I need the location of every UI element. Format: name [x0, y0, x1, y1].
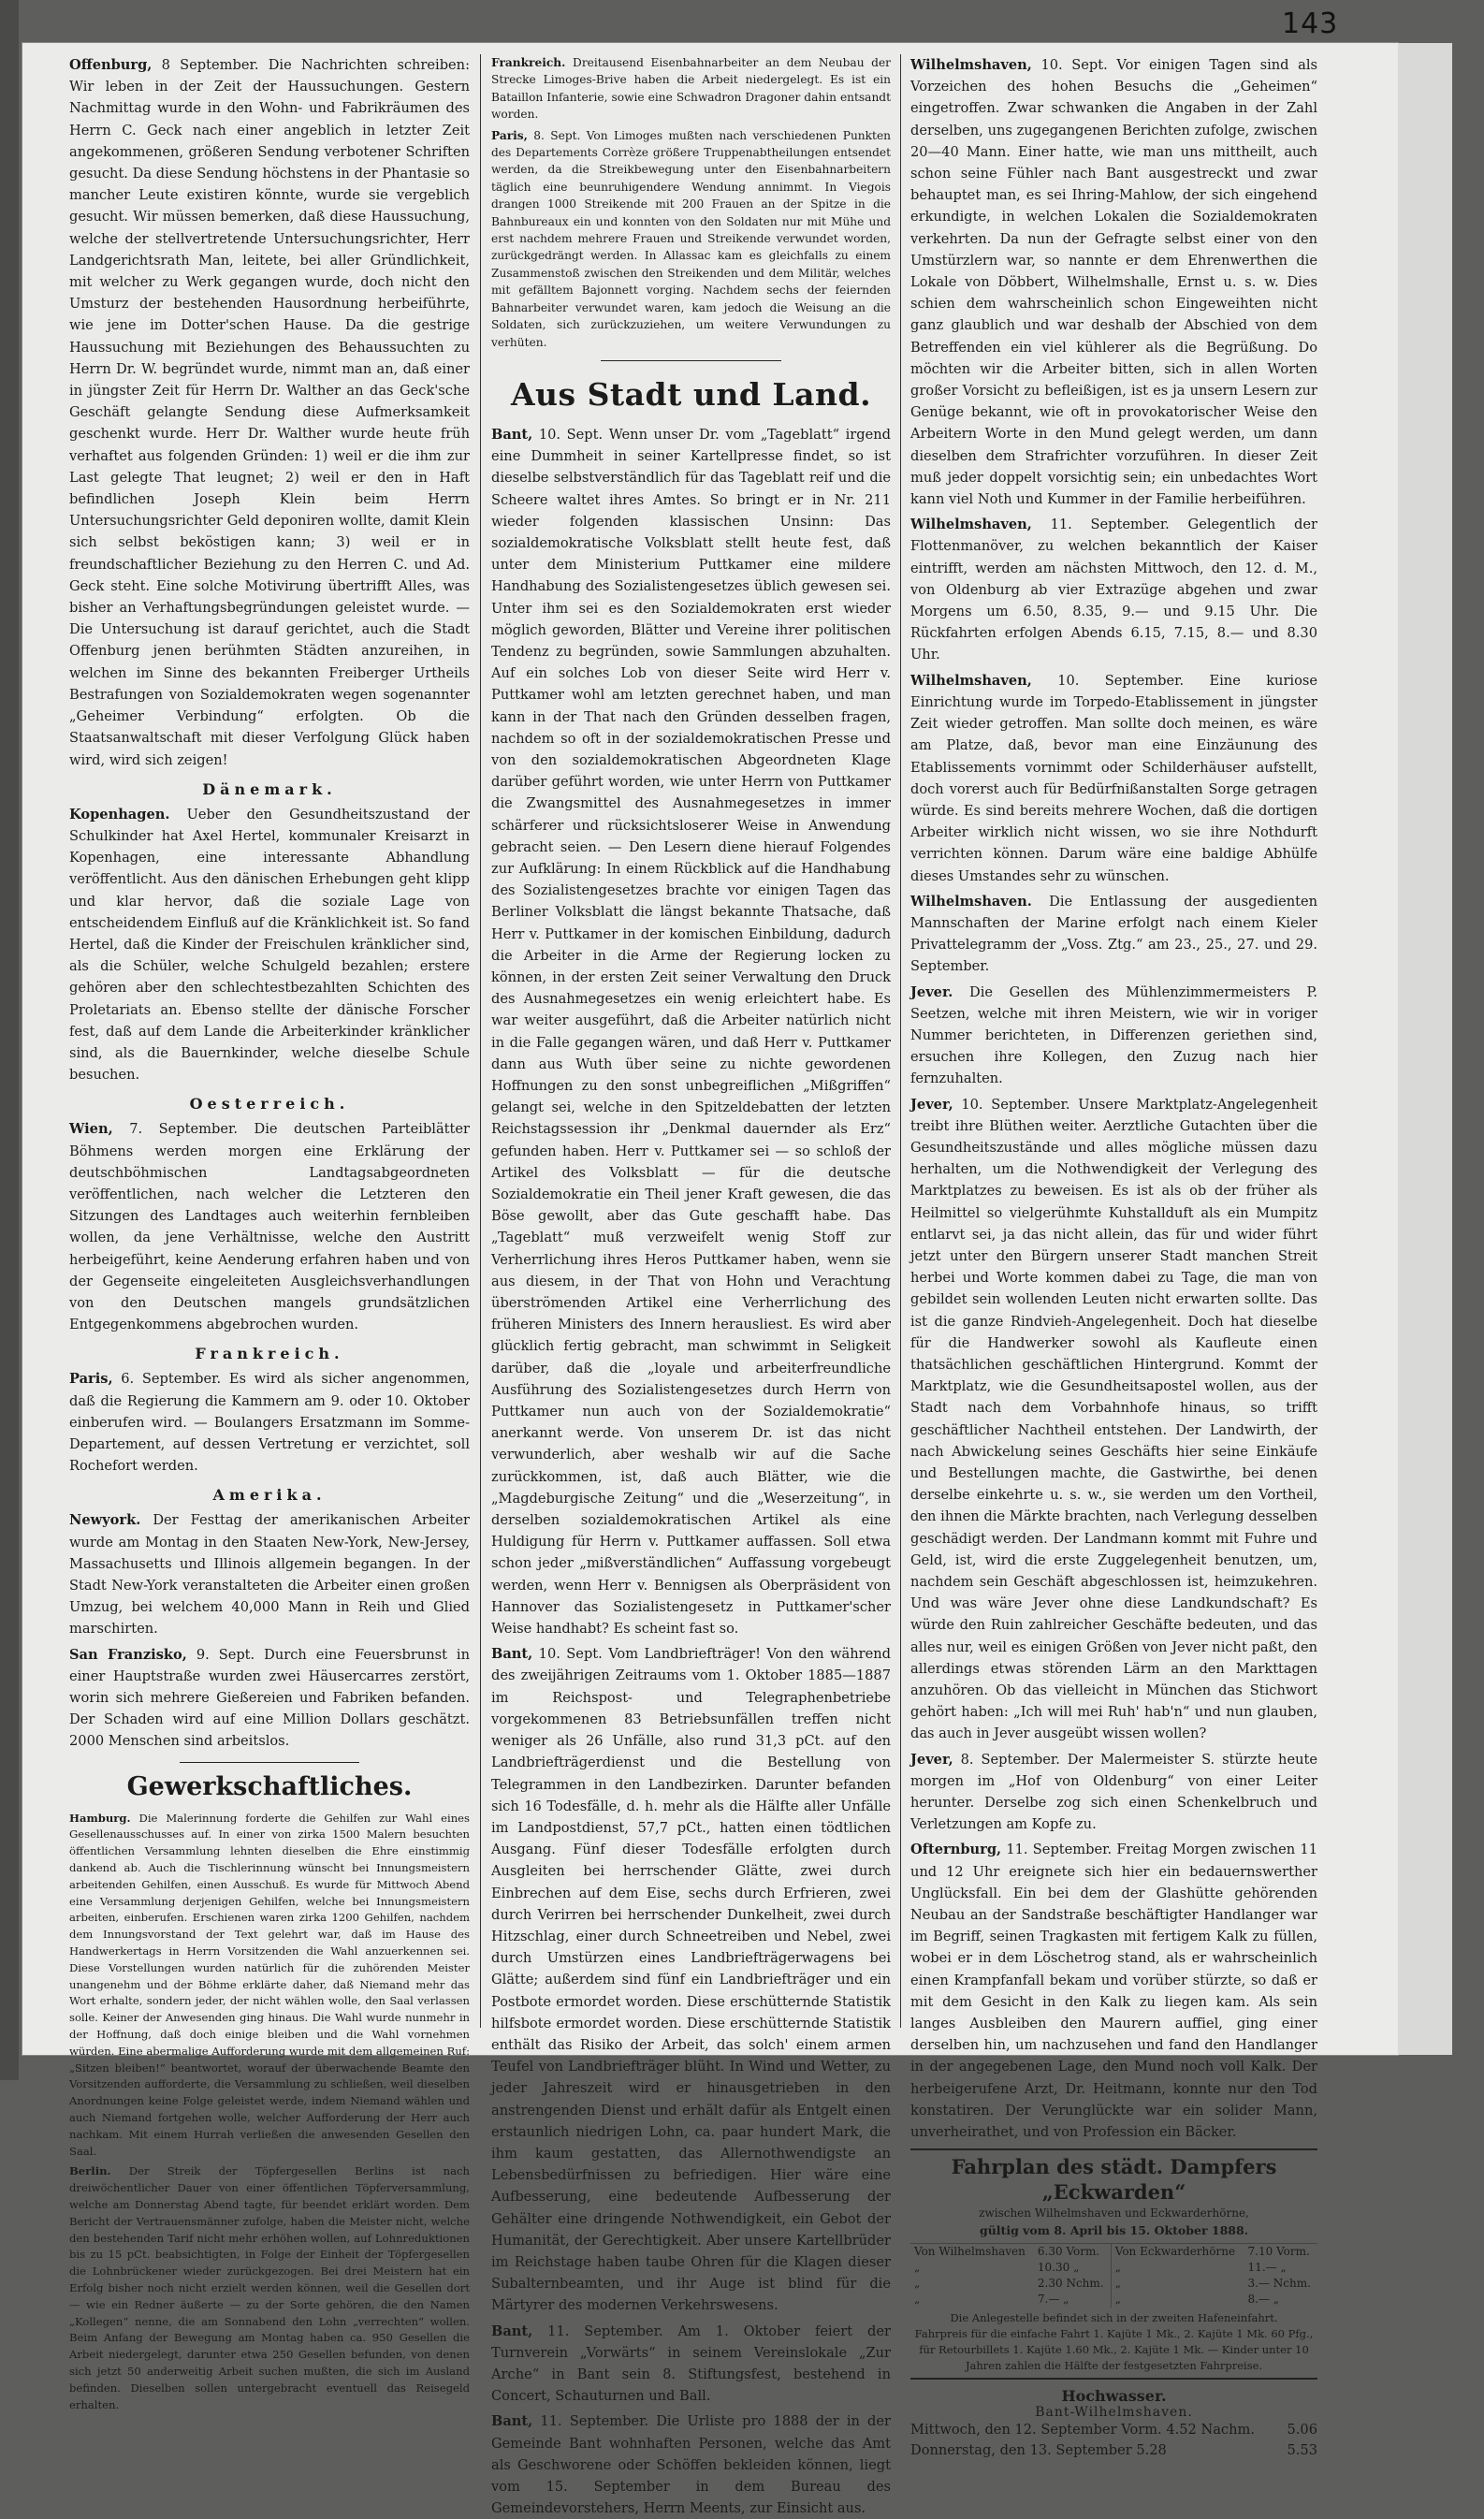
dateline: Berlin. — [69, 2164, 111, 2178]
article-bant-turnverein — [491, 2321, 891, 2408]
dateline: Bant, — [491, 1646, 533, 1663]
article-text: 11. September. Gelegentlich der Flottenmanöver, zu welchen bekanntlich der Kaiser eintrifft, werden am nächsten Mittwoch, den 12. d. M., von Oldenburg ab vier Extrazüge abgehen und zwar Morgens um 6.50, 8.35, 9.— und 9.15 Uhr. Die Rückfahrten erfolgen Abends 6.15, 7.15, 8.— und 8.30 Uhr. — [910, 517, 1317, 663]
column-1 — [69, 54, 471, 2411]
article-text: 9. Sept. Durch eine Feuersbrunst in einer Hauptstraße wurden zwei Häusercarres zerstört, worin sich mehrere Gießereien und Fabriken befanden. Der Schaden wird auf eine Million Dollars geschätzt. 2000 Menschen sind arbeitslos. — [69, 1646, 470, 1750]
article-text: Der Festtag der amerikanischen Arbeiter wurde am Montag in den Staaten New-York, New-Jersey, Massachusetts und Illinois allgemein begangen. In der Stadt New-York veranstalteten die Arbeiter einen großen Umzug, bei welchem 40,000 Mann in Reih und Glied marschirten. — [69, 1512, 471, 1638]
article-text: 7. September. Die deutschen Parteiblätter Böhmens werden morgen eine Erklärung der deutschböhmischen Landtagsabgeordneten veröffentlichen, nach welcher die Letzteren den Sitzungen des Landtages auch weiterhin fernbleiben wollen, da jene Verhältnisse, welche den Austritt herbeigeführt, keine Aenderung erfahren haben und von der Gegenseite eingeleiteten Ausgleichsverhandlungen von den Deutschen mangels grundsätzlichen Entgegenkommens abgebrochen wurden. — [69, 1121, 470, 1333]
article-text: 10. Sept. Vor einigen Tagen sind als Vorzeichen des hohen Besuchs die „Geheimen“ eingetroffen. Zwar schwanken die Angaben in der Zahl derselben, uns zugegangenen Berichten zufolge, zwischen 20—40 Mann. Einer hatte, wie man uns mittheilt, auch schon seine Fühler nach Bant ausgestreckt und zwar behauptet man, es sei Ihring-Mahlow, der sich eingehend erkundigte, in welchen Lokalen die Sozialdemokraten verkehrten. Da nun der Gefragte selbst einer von den Umstürzlern war, so nannte er dem Ehrenwerthen die Lokale von Döbbert, Wilhelmshalle, Ernst u. s. w. Dies schien dem wahrscheinlich schon Eingeweihten nicht ganz glaublich und war deshalb der Abschied von dem Betreffenden ein viel kühlerer als die Begrüßung. Do möchten wir die Arbeiter bitten, sich in allen Worten großer Vorsicht zu befleißigen, ist es ja unsern Lesern zur Genüge bekannt, wie oft in provokatorischer Weise den Arbeitern Worte in den Mund gelegt werden, um dann dieselben dem Strafrichter vorzuführen. In dieser Zeit muß jeder doppelt vorsichtig sein; ein unbedachtes Wort kann viel Noth und Kummer in der Familie herbeiführen. — [910, 57, 1317, 508]
hochwasser-day: Donnerstag, den 13. September 5.28 — [910, 2442, 1167, 2459]
article-text: 10. September. Unsere Marktplatz-Angelegenheit treibt ihre Blüthen weiter. Aerztliche Gutachten über die Gesundheitszustände und alles mögliche müssen dazu herhalten, um die Nothwendigkeit der Verlegung des Marktplatzes zu beweisen. Es ist als ob der früher als Heilmittel so vielgerühmte Kuhstallduft als ein Mumpitz entlarvt sei, ja das nicht allein, das für und wider führt jetzt unter den Bürgern unserer Stadt manchen Streit herbei und Worte kommen dabei zu Tage, die man von gebildet sein wollenden Leuten nicht erwarten sollte. Das ist die ganze Rindvieh-Angelegenheit. Doch hat dieselbe für die Handwerker sowohl als Kaufleute einen thatsächlichen geschäftlichen Hintergrund. Kommt der Marktplatz, wie die Gesundheitsapostel wollen, aus der Stadt nach dem Vorbahnhofe hinaus, so trifft geschäftlicher Nachtheil entstehen. Der Landwirth, der nach Abwickelung seines Geschäfts hier seine Einkäufe und Bestellungen machte, die Gastwirthe, bei denen derselbe einkehrte u. s. w., sie werden um den Vortheil, den ihnen die Märkte brachten, nach Verlegung desselben geschädigt werden. Der Landmann kommt mit Fuhre und Geld, ist, wird die erste Zuggelegenheit benutzen, um, nachdem sein Geschäft abgeschlossen ist, heimzukehren. Und was wäre Jever ohne diese Landkundschaft? Es würde den Ruin zahlreicher Geschäfte bedeuten, und das alles nur, weil es einigen Größen von Jever nicht paßt, den allerdings etwas störenden Lärm an den Markttagen anzuhören. Ob das vielleicht in München das Stichwort gehört haben: „Ich will mei Ruh' hab'n“ und nun glauben, das auch in Jever ausgeübt wissen wollen? — [910, 1096, 1317, 1742]
table-cell: 6.30 Vorm. — [1034, 2244, 1111, 2261]
article-text: 10. Sept. Wenn unser Dr. vom „Tageblatt“ irgend eine Dummheit in seiner Kartellpresse findet, so ist dieselbe selbstverständlich für das Tageblatt reif und die Scheere waltet ihres Amtes. So bringt er in Nr. 211 wieder folgenden klassischen Unsinn: Das sozialdemokratische Volksblatt stellt heute fest, daß unter dem Ministerium Puttkamer eine mildere Handhabung des Sozialistengesetzes üblich gewesen sei. Unter ihm sei es den Sozialdemokraten erst wieder möglich geworden, Blätter und Vereine ihrer politischen Tendenz zu begründen, sowie Sammlungen abzuhalten. Auf ein solches Lob von dieser Seite wird Herr v. Puttkamer wohl am letzten gerechnet haben, und man kann in der That nach den Gründen desselben fragen, nachdem so oft in der sozialdemokratischen Presse und von den sozialdemokratischen Abgeordneten Klage darüber geführt worden, wie unter Herrn von Puttkamer die Zwangsmittel des Ausnahmegesetzes in immer schärferer und rücksichtsloserer Weise in Anwendung gebracht seien. — Den Lesern diene hierauf Folgendes zur Aufklärung: In einem Rückblick auf die Handhabung des Sozialistengesetzes brachte vor einigen Tagen das Berliner Volksblatt die längst bekannte Thatsache, daß Herr v. Puttkamer in der komischen Einbildung, dadurch die Arbeiter in die Arme der Regierung locken zu können, in der ersten Zeit seiner Verwaltung den Druck des Ausnahmegesetzes ein wenig erleichtert habe. Es war weiter ausgeführt, daß die Arbeiter natürlich nicht in die Falle gegangen wären, und daß Herr v. Puttkamer dann aus Wuth über seine zu nichte gewordenen Hoffnungen zu den sonst unbegreiflichen „Mißgriffen“ gelangt sei, welche in den Spitzeldebatten der letzten Reichstagssession ihr „Denkmal dauernder als Erz“ gefunden haben. Herr v. Puttkamer sei — so schloß der Artikel des Volksblatt — für die deutsche Sozialdemokratie ein Theil jener Kraft gewesen, die das Böse gewollt, aber das Gute geschafft habe. Das „Tageblatt“ muß verzweifelt wenig Stoff zur Verherrlichung ihres Heros Puttkamer haben, wenn sie aus diesem, in der That von Hohn und Verachtung überströmenden Artikel eine Verherrlichung des früheren Ministers des Innern herausliest. Es wird aber glücklich fertig gebracht, man schwimmt in Seligkeit darüber, daß die „loyale und arbeiterfreundliche Ausführung des Sozialistengesetzes durch Herrn von Puttkamer nun auch von der Sozialdemokratie“ anerkannt werde. Von unserem Dr. ist das nicht verwunderlich, aber weshalb wir auf die Sache zurückkommen, ist, daß auch Blätter, wie die „Magdeburgische Zeitung“ und die „Weserzeitung“, in derselben sozialdemokratischen Artikel als eine Huldigung für Herrn v. Puttkamer auffassen. Soll etwa schon jeder „mißverständlichen“ Auffassung vorgebeugt werden, wenn Herr v. Bennigsen als Oberpräsident von Hannover das Sozialistengesetz in Puttkamer'scher Weise handhabt? Es scheint fast so. — [491, 426, 891, 1638]
article-text: Ueber den Gesundheitszustand der Schulkinder hat Axel Hertel, kommunaler Kreisarzt in Kopenhagen, eine interessante Abhandlung veröffentlicht. Aus den dänischen Erhebungen geht klipp und klar hervor, daß die soziale Lage von entscheidendem Einfluß auf die Kränklichkeit ist. So fand Hertel, daß die Kinder der Freischulen kränklicher sind, als die Schüler, welche Schulgeld bezahlen; erstere gehören aber den schlechtestbezahlten Schichten des Proletariats an. Ebenso stellte der dänische Forscher fest, daß auf dem Lande die Arbeiterkinder kränklicher sind, als die Bauernkinder, welche dieselbe Schule besuchen. — [69, 806, 470, 1084]
table-row — [910, 2244, 1317, 2261]
article-bant-landbrieftraeger — [491, 1643, 891, 2316]
article-hamburg — [69, 1811, 470, 2161]
dateline: Paris, — [491, 128, 528, 142]
article-text: Die Gesellen des Mühlenzimmermeisters P. Seetzen, welche mit ihren Meistern, wie wir in voriger Nummer berichteten, in Differenzen geriethen sind, ersuchen ihre Kollegen, den Zuzug nach hier fernzuhalten. — [910, 983, 1318, 1087]
table-row — [910, 2260, 1317, 2276]
hochwasser-row — [910, 2420, 1317, 2440]
table-cell: „ — [914, 2261, 921, 2275]
timetable-note-landing: Die Anlegestelle befindet sich in der zweiten Hafeneinfahrt. — [950, 2311, 1278, 2325]
article-frankreich-streik — [491, 54, 891, 124]
hochwasser-row — [910, 2440, 1317, 2461]
dateline: Jever, — [910, 1751, 953, 1768]
table-cell: 8.— „ — [1247, 2293, 1280, 2307]
article-osternburg — [910, 1839, 1317, 2143]
article-text: Die Malerinnung forderte die Gehilfen zur Wahl eines Gesellenausschusses auf. In einer von zirka 1500 Malern besuchten öffentlichen Versammlung lehnten dieselben die Ehre einstimmig dankend ab. Auch die Tischlerinnung wünscht bei Innungsmeistern arbeitenden Gehilfen, einen Ausschuß. Es wurde für Mittwoch Abend eine Versammlung derjenigen Gehilfen, welche bei Innungsmeistern arbeiten, einberufen. Erschienen waren zirka 1200 Gehilfen, nachdem dem Innungsvorstand der Text gelehrt war, daß im Hause des Handwerkertags in Herrn Vorsitzenden die Wahl anzuerkennen sei. Diese Vorstellungen wurden natürlich für die zuhörenden Meister unangenehm und der Böhme erklärte daher, daß Niemand mehr das Wort erhalte, sondern jeder, der nicht wählen wolle, den Saal verlassen solle. Keiner der Anwesenden ging hinaus. Die Wahl wurde nunmehr in der Hoffnung, daß doch einige bleiben und die Wahl vornehmen würden. Eine abermalige Aufforderung wurde mit dem allgemeinen Ruf: „Sitzen bleiben!“ beantwortet, worauf der überwachende Beamte den Vorsitzenden aufforderte, die Versammlung zu schließen, weil dieselben Anordnungen keine Folge geleistet werde, indem Niemand wählen und auch Niemand fortgehen wolle, welcher Aufforderung der Herr auch nachkam. Mit einem Hurrah verließen die anwesenden Gesellen den Saal. — [69, 1811, 470, 2158]
article-wien — [69, 1118, 470, 1335]
hochwasser-time: 5.53 — [1287, 2442, 1317, 2459]
dateline: Ofternburg, — [910, 1842, 1002, 1858]
table-cell: 7.— „ — [1037, 2293, 1069, 2307]
column-3 — [910, 54, 1318, 2459]
article-text: 11. September. Am 1. Oktober feiert der Turnverein „Vorwärts“ in seinem Vereinslokale „Zur Arche“ in Bant sein 8. Stiftungsfest, bestehend in Concert, Schauturnen und Ball. — [491, 2322, 892, 2405]
hochwasser-day: Mittwoch, den 12. September Vorm. 4.52 Nachm. — [910, 2422, 1255, 2439]
article-text: 11. September. Die Urliste pro 1888 der in der Gemeinde Bant wohnhaften Personen, welche das Amt als Geschworene oder Schöffen bekleiden können, liegt vom 15. September in dem Bureau des Gemeindevorstehers, Herrn Meents, zur Einsicht aus. — [491, 2413, 892, 2517]
article-paris — [69, 1368, 470, 1477]
article-text: Der Streik der Töpfergesellen Berlins ist nach dreiwöchentlicher Dauer von einer öffentlichen Töpferversammlung, welche am Donnerstag Abend tagte, für beendet erklärt worden. Dem Bericht der Vertrauensmänner zufolge, haben die Meister nicht, welche den bestehenden Tarif nicht mehr erhöhen wollen, auf Lohnreduktionen bis zu 15 pCt. beabsichtigten, in Folge der Einheit der Töpfergesellen die Lohnbrückener wieder zurückgezogen. Bei drei Meistern hat ein Erfolg bisher noch nicht erzielt werden können, weil die Gesellen dort — wie ein Redner äußerte — zu der Sorte gehören, die den Namen „Kollegen“ nenne, die am Sonnabend den Lohn „verrechten“ wollen. Beim Anfang der Bewegung am Montag haben ca. 950 Gesellen die Arbeit niedergelegt, darunter etwa 250 Gesellen befunden, von denen sich jetzt 50 anderweitig Arbeit suchen mußten, die sich im Ausland befinden. Dieselben sollen untergebracht eventuell das Reisegeld erhalten. — [69, 2164, 471, 2411]
article-bant-urliste — [491, 2410, 891, 2519]
article-text: 8. September. Der Malermeister S. stürzte heute morgen im „Hof von Oldenburg“ von einer Leiter herunter. Derselbe zog sich einen Schenkelbruch und Verletzungen am Kopfe zu. — [910, 1751, 1317, 1833]
dateline: Offenburg, — [69, 57, 153, 73]
dateline: Kopenhagen. — [69, 806, 170, 823]
article-text: 11. September. Freitag Morgen zwischen 11 und 12 Uhr ereignete sich hier ein bedauernswerther Unglücksfall. Ein bei dem der Glashütte gehörenden Neubau an der Sandstraße beschäftigter Handlanger war im Begriff, seinen Tragkasten mit fertigem Kalk zu füllen, wobei er in dem Löschetrog stand, als er wahrscheinlich einen Krampfanfall bekam und vorüber stürzte, so daß er mit dem Gesicht in den Kalk zu liegen kam. Als sein langes Ausbleiben den Maurern auffiel, ging einer derselben hin, um nachzusehen und fand den Handlanger in der angegebenen Lage, den Mund noch voll Kalk. Der herbeigerufene Arzt, Dr. Heitmann, konnte nur den Tod konstatiren. Der Verunglückte war ein solider Mann, unverheirathet, und von Profession ein Bäcker. — [910, 1842, 1318, 2141]
timetable-table — [910, 2243, 1317, 2308]
article-text: 10. September. Eine kuriose Einrichtung wurde im Torpedo-Etablissement in jüngster Zeit wieder getroffen. Man sollte doch meinen, es wäre am Platze, daß, bevor man eine Einzäunung des Etablissements vornimmt oder Schilderhäuser aufstellt, doch vorerst auch für Bedürfnißanstalten Sorge getragen würde. Es sind bereits mehrere Wochen, daß die dortigen Arbeiter wirklich nicht wissen, wo sie ihre Nothdurft verrichten können. Darum wäre eine baldige Abhülfe dieses Umstandes sehr zu wünschen. — [910, 672, 1317, 884]
dateline: Bant, — [491, 2322, 533, 2339]
article-san-franzisko — [69, 1644, 470, 1753]
article-wilhelmshaven-entlassung — [910, 891, 1317, 978]
dateline: Wien, — [69, 1121, 113, 1138]
article-jever-marktplatz — [910, 1094, 1317, 1745]
column-rule-2 — [900, 54, 901, 2028]
table-cell: 2.30 Nchm. — [1037, 2277, 1104, 2291]
dateline: Newyork. — [69, 1512, 141, 1529]
article-wilhelmshaven-extrazuege — [910, 514, 1317, 665]
dateline: Wilhelmshaven, — [910, 57, 1032, 73]
hochwasser-title: Hochwasser. — [1061, 2387, 1167, 2406]
dateline: Wilhelmshaven, — [910, 517, 1032, 533]
table-cell: Von Eckwarderhörne — [1111, 2244, 1244, 2261]
article-text: 8 September. Die Nachrichten schreiben: Wir leben in der Zeit der Haussuchungen. Gestern Nachmittag wurde in den Wohn- und Fabrikräumen des Herrn C. Geck nach einer angeblich in letzter Zeit angekommenen, größeren Sendung verbotener Schriften gesucht. Da diese Sendung höchstens in der Phantasie so mancher Leute existiren könnte, wurde sie vergeblich gesucht. Wir müssen bemerken, daß diese Haussuchung, welche der stellvertretende Untersuchungsrichter, Herr Landgerichtsrath Man, leitete, bei aller Gründlichkeit, mit welcher zu Werk gegangen wurde, doch nicht den Umsturz der bestehenden Hausordnung herbeiführte, wie jene im Dotter'schen Hause. Da die gestrige Haussuchung mit Beziehungen des Behaussuchten zu Herrn Dr. W. begründet wurde, nimmt man an, daß einer in jüngster Zeit für Herrn Dr. Walther an das Geck'sche Geschäft gelangte Sendung diese Aufmerksamkeit geschenkt wurde. Herr Dr. Walther wurde heute früh verhaftet aus folgenden Gründen: 1) weil er die ihm zur Last gelegte That leugnet; 2) weil er den in Haft befindlichen Joseph Klein beim Herrn Untersuchungsrichter Geld deponiren wollte, damit Klein sich selbst beköstigen kann; 3) weil er in freundschaftlicher Beziehung zu den Herren C. und Ad. Geck steht. Eine solche Motivirung übertrifft Alles, was bisher an Verhaftungsbegründungen geleistet wurde. — Die Untersuchung ist darauf gerichtet, auch die Stadt Offenburg jenen berühmten Städten anzureihen, in welchen im Sinne des bekannten Freiberger Urtheils Bestrafungen von Sozialdemokraten wegen sogenannter „Geheimer Verbindung“ erfolgten. Ob die Staatsanwaltschaft mit dieser Verfolgung Glück haben wird, wird sich zeigen! — [69, 57, 470, 768]
dateline: Wilhelmshaven. — [910, 893, 1032, 910]
article-offenburg — [69, 54, 470, 771]
article-text: Dreitausend Eisenbahnarbeiter an dem Neubau der Strecke Limoges-Brive haben die Arbeit niedergelegt. Es ist ein Bataillon Infanterie, sowie eine Schwadron Dragoner dahin entsandt worden. — [491, 56, 892, 122]
article-bant-tageblatt — [491, 424, 891, 1639]
table-cell: „ — [1111, 2276, 1244, 2292]
dateline: Jever, — [910, 1096, 953, 1113]
dateline: Hamburg. — [69, 1811, 131, 1825]
table-cell: „ — [914, 2277, 921, 2291]
article-jever-malermeister — [910, 1749, 1317, 1836]
table-cell: Von Wilhelmshaven — [910, 2244, 1034, 2261]
timetable-validity: gültig vom 8. April bis 15. Oktober 1888. — [979, 2223, 1249, 2238]
column-rule-1 — [480, 54, 481, 2028]
section-heading-gewerkschaftliches: Gewerkschaftliches. — [126, 1771, 413, 1801]
article-text: 8. Sept. Von Limoges mußten nach verschiedenen Punkten des Departements Corrèze größere Truppenabtheilungen entsendet werden, da die Streikbewegung unter den Eisenbahnarbeitern täglich eine beunruhigendere Wendung annimmt. In Viegois drangen 1000 Streikende mit 200 Frauen an der Spitze in die Bahnbureaux ein und konnten von den Soldaten nur mit Mühe und erst nachdem mehrere Frauen und Streikende verwundet worden, zurückgedrängt werden. In Allassac kam es gleichfalls zu einem Zusammenstoß zwischen den Streikenden und dem Militär, welches mit gefälltem Bajonnett vorging. Nachdem sechs der feiernden Bahnarbeiter verwundet waren, kam jedoch die Weisung an die Soldaten, sich zurückzuziehen, um weitere Verwundungen zu verhüten. — [491, 128, 892, 349]
article-text: 10. Sept. Vom Landbriefträger! Von den während des zweijährigen Zeitraums vom 1. Oktober 1885—1887 im Reichspost- und Telegraphenbetriebe vorgekommenen 83 Betriebsunfällen treffen nicht weniger als 26 Unfälle, also rund 31,3 pCt. auf den Landbriefträgerdienst und die Bestellung von Telegrammen in den Landbezirken. Darunter befanden sich 16 Todesfälle, d. h. mehr als die Hälfte aller Unfälle im Landpostdienst, 57,7 pCt., hatten einen tödtlichen Ausgang. Fünf dieser Todesfälle erfolgten durch Ausgleiten bei herrschender Glätte, zwei durch Einbrechen auf dem Eise, sechs durch Erfrieren, zwei durch Verirren bei herrschender Dunkelheit, zwei durch Hitzschlag, einer durch Schneetreiben und Nebel, zwei durch Umstürzen eines Landbriefträgerwagens bei Glätte; außerdem sind fünf ein Landbriefträger und ein Postbote ermordet worden. Diese erschütternde Statistik hilfsbote ermordet worden. Diese erschütternde Statistik enthält das Risiko der Arbeit, das solch' einem armen Teufel von Landbriefträger blüht. In Wind und Wetter, zu jeder Jahreszeit wird er hinausgetrieben in den anstrengenden Dienst und erhält dafür als Entgelt einen erstaunlich niedrigen Lohn, ca. paar hundert Mark, die ihm kaum gestatten, das Allernothwendigste an Lebensbedürfnissen zu befriedigen. Hier wäre eine Aufbesserung, eine bedeutende Aufbesserung der Gehälter eine dringende Nothwendigkeit, ein Gebot der Humanität, der Gerechtigkeit. Aber unsere Kartellbrüder im Reichstage haben taube Ohren für die Klagen dieser Subalternbeamten, und ihr Auge ist blind für die Märtyrer des modernen Verkehrswesens. — [491, 1646, 891, 2314]
table-cell: 7.10 Vorm. — [1244, 2244, 1317, 2261]
dateline: Frankreich. — [491, 56, 566, 69]
column-2 — [491, 54, 892, 2517]
dateline: Paris, — [69, 1371, 113, 1388]
table-cell: „ — [1111, 2292, 1244, 2308]
section-heading-frankreich: Frankreich. — [195, 1345, 344, 1363]
table-cell: „ — [1111, 2260, 1244, 2276]
article-paris-limoges — [491, 127, 891, 351]
page-number: 143 — [1282, 7, 1339, 40]
section-heading-amerika: Amerika. — [212, 1486, 327, 1505]
dateline: San Franzisko, — [69, 1646, 187, 1663]
article-wilhelmshaven-torpedo — [910, 670, 1317, 887]
table-cell: 10.30 „ — [1037, 2261, 1080, 2275]
scan-edge-left — [0, 0, 19, 2080]
timetable-title: Fahrplan des städt. Dampfers „Eckwarden“ — [951, 2155, 1277, 2205]
divider — [180, 1762, 360, 1763]
table-cell: 11.— „ — [1247, 2261, 1287, 2275]
ferry-timetable — [910, 2148, 1317, 2380]
section-heading-daenemark: Dänemark. — [202, 779, 337, 798]
article-berlin — [69, 2163, 470, 2413]
timetable-subtitle: zwischen Wilhelmshaven und Eckwarderhörne, — [979, 2206, 1249, 2221]
divider — [601, 360, 780, 361]
page-edge-right — [1398, 43, 1452, 2055]
article-kopenhagen — [69, 804, 470, 1086]
dateline: Bant, — [491, 2413, 533, 2430]
table-cell: „ — [914, 2293, 921, 2307]
article-wilhelmshaven-geheime — [910, 54, 1317, 510]
article-jever-gesellen — [910, 982, 1317, 1090]
section-heading-aus-stadt-und-land: Aus Stadt und Land. — [510, 375, 872, 413]
timetable-note-fares: Fahrpreis für die einfache Fahrt 1. Kajüte 1 Mk., 2. Kajüte 1 Mk. 60 Pfg., für Retourbillets 1. Kajüte 1.60 Mk., 2. Kajüte 1 Mk. — Kinder unter 10 Jahren zahlen die Hälfte der festgesetzten Fahrpreise. — [914, 2327, 1314, 2373]
section-heading-oesterreich: Oesterreich. — [189, 1095, 350, 1114]
dateline: Wilhelmshaven, — [910, 672, 1032, 689]
table-row — [910, 2292, 1317, 2308]
article-text: Die Entlassung der ausgedienten Mannschaften der Marine erfolgt nach einem Kieler Privattelegramm der „Voss. Ztg.“ am 23., 25., 27. und 29. September. — [910, 893, 1318, 975]
article-text: 6. September. Es wird als sicher angenommen, daß die Regierung die Kammern am 9. oder 10. Oktober einberufen wird. — Boulangers Ersatzmann im Somme-Departement, auf dessen Vertretung er verzichtet, soll Rochefort werden. — [69, 1371, 471, 1475]
article-newyork — [69, 1509, 470, 1639]
hochwasser-place: Bant-Wilhelmshaven. — [1035, 2405, 1193, 2421]
hochwasser-time: 5.06 — [1287, 2422, 1317, 2439]
dateline: Jever. — [910, 983, 953, 1000]
table-cell: 3.— Nchm. — [1247, 2277, 1311, 2291]
table-row — [910, 2276, 1317, 2292]
dateline: Bant, — [491, 426, 533, 443]
